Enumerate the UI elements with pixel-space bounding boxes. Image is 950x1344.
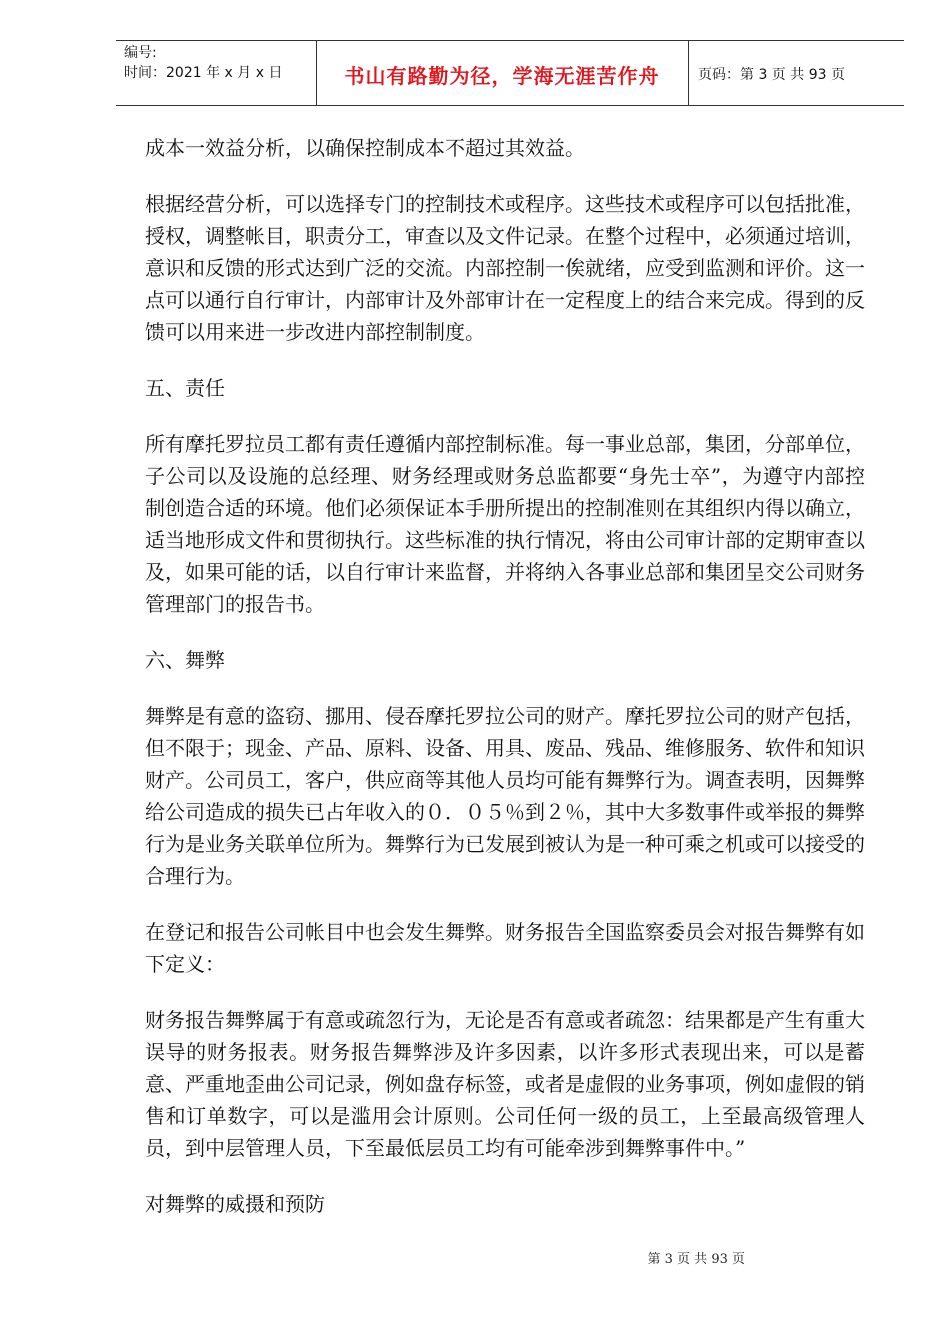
subsection-heading: 对舞弊的威摄和预防 [145,1192,325,1216]
header-motto: 书山有路勤为径，学海无涯苦作舟 [344,63,660,88]
footer-page-number: 第 3 页 共 93 页 [647,1252,745,1267]
section-heading: 五、责任 [145,376,225,400]
paragraph: 在登记和报告公司帐目中也会发生舞弊。财务报告全国监察委员会对报告舞弊有如下定义： [145,920,865,976]
paragraph: 所有摩托罗拉员工都有责任遵循内部控制标准。每一事业总部，集团，分部单位，子公司以及设施的总经理、财务经理或财务总监都要“身先士卒”，为遵守内部控制创造合适的环境。他们必须保证本手册所提出的控制准则在其组织内得以确立，适当地形成文件和贯彻执行。这些标准的执行情况，将由公司审计部的定期审查以及，如果可能的话，以自行审计来监督，并将纳入各事业总部和集团呈交公司财务管理部门的报告书。 [145,432,865,616]
paragraph: 财务报告舞弊属于有意或疏忽行为，无论是否有意或者疏忽：结果都是产生有重大误导的财务报表。财务报告舞弊涉及许多因素，以许多形式表现出来，可以是蓄意、严重地歪曲公司记录，例如盘存标签，或者是虚假的业务事项，例如虚假的销售和订单数字，可以是滥用会计原则。公司任何一级的员工，上至最高级管理人员，到中层管理人员，下至最低层员工均有可能牵涉到舞弊事件中。” [145,1008,865,1160]
document-date: 时间：2021 年 x 月 x 日 [124,65,283,81]
page-header [116,40,904,106]
document-number-label: 编号: [124,45,157,61]
paragraph: 根据经营分析，可以选择专门的控制技术或程序。这些技术或程序可以包括批准，授权，调整帐目，职责分工，审查以及文件记录。在整个过程中，必须通过培训，意识和反馈的形式达到广泛的交流。内部控制一俟就绪，应受到监测和评价。这一点可以通行自行审计，内部审计及外部审计在一定程度上的结合来完成。得到的反馈可以用来进一步改进内部控制制度。 [145,192,865,344]
section-heading: 六、舞弊 [145,648,225,672]
header-meta [124,43,282,83]
document-body [145,132,865,1244]
page-footer [0,1248,950,1267]
paragraph: 成本一效益分析，以确保控制成本不超过其效益。 [145,136,585,160]
paragraph: 舞弊是有意的盗窃、挪用、侵吞摩托罗拉公司的财产。摩托罗拉公司的财产包括，但不限于；现金、产品、原料、设备、用具、废品、残品、维修服务、软件和知识财产。公司员工，客户，供应商等其他人员均可能有舞弊行为。调查表明，因舞弊给公司造成的损失已占年收入的０．０５％到２％，其中大多数事件或举报的舞弊行为是业务关联单位所为。舞弊行为已发展到被认为是一种可乘之机或可以接受的合理行为。 [145,704,865,888]
header-divider [688,41,689,105]
header-page-info: 页码：第 3 页 共 93 页 [698,67,845,83]
